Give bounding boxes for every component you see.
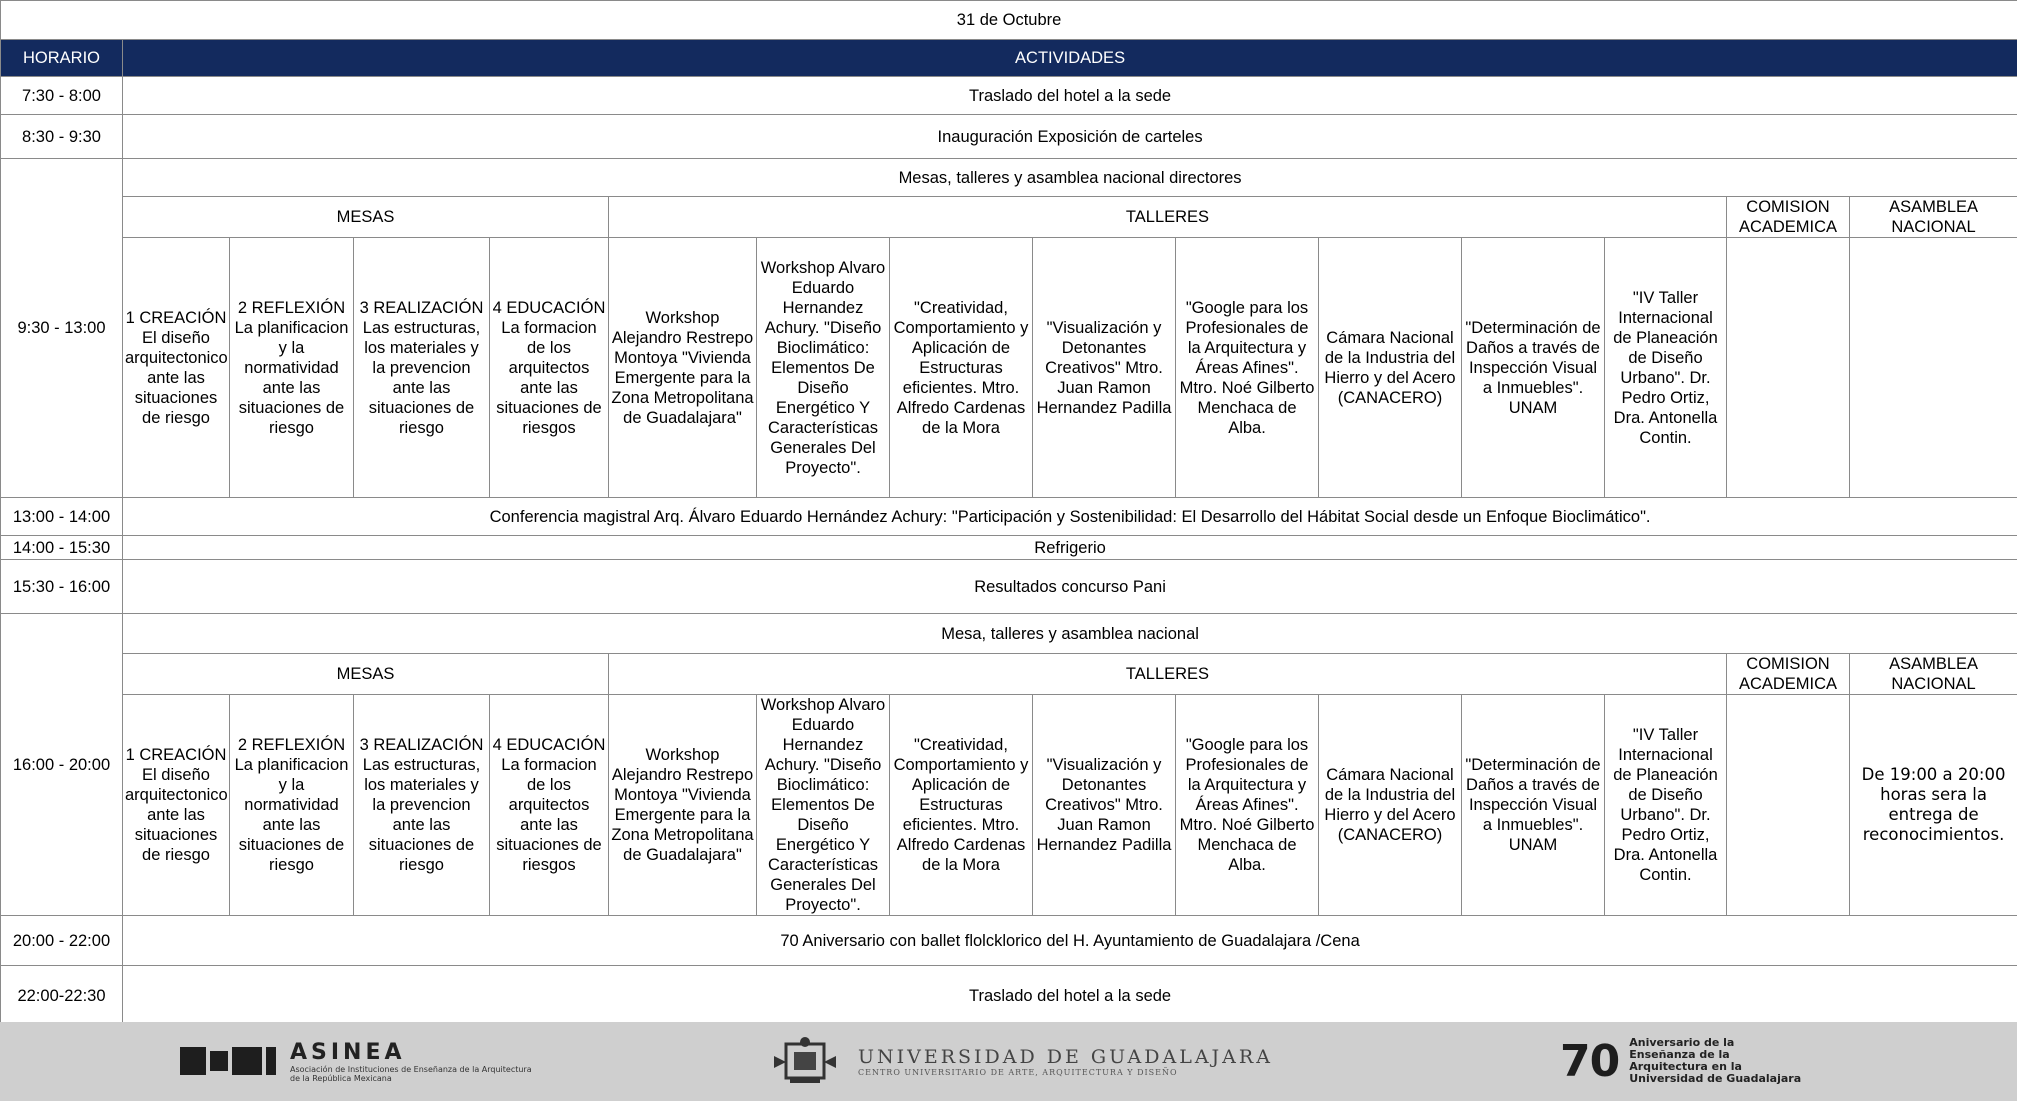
comision-cell <box>1727 238 1850 498</box>
udg-title: UNIVERSIDAD DE GUADALAJARA <box>858 1045 1273 1068</box>
time-cell: 22:00-22:30 <box>1 966 123 1026</box>
activity-cell: Inauguración Exposición de carteles <box>123 115 2017 159</box>
activity-cell: Mesa, talleres y asamblea nacional <box>123 614 2017 654</box>
time-cell: 16:00 - 20:00 <box>1 614 123 916</box>
activity-cell: Mesas, talleres y asamblea nacional directores <box>123 159 2017 197</box>
comision-cell <box>1727 695 1850 916</box>
mesa-cell: 1 CREACIÓN El diseño arquitectonico ante las situaciones de riesgo <box>123 695 230 916</box>
taller-cell: "Visualización y Detonantes Creativos" Mtro. Juan Ramon Hernandez Padilla <box>1033 695 1176 916</box>
mesa-cell: 2 REFLEXIÓN La planificacion y la normatividad ante las situaciones de riesgo <box>230 238 354 498</box>
asinea-title: ASINEA <box>290 1039 406 1065</box>
taller-cell: "Determinación de Daños a través de Inspección Visual a Inmuebles". UNAM <box>1462 238 1605 498</box>
group-talleres: TALLERES <box>609 197 1727 238</box>
date-title: 31 de Octubre <box>1 1 2017 40</box>
asamblea-note: De 19:00 a 20:00 horas sera la entrega de reconocimientos. <box>1850 695 2017 916</box>
taller-cell: Workshop Alvaro Eduardo Hernandez Achury. "Diseño Bioclimático: Elementos De Diseño Energético Y Características Generales Del Proyecto". <box>757 695 890 916</box>
group-asamblea: ASAMBLEA NACIONAL <box>1850 654 2017 695</box>
time-cell: 20:00 - 22:00 <box>1 916 123 966</box>
footer-logos-bar <box>0 1022 2017 1101</box>
taller-cell: "IV Taller Internacional de Planeación de Diseño Urbano". Dr. Pedro Ortiz, Dra. Antonella Contin. <box>1605 695 1727 916</box>
activity-cell: Resultados concurso Pani <box>123 560 2017 614</box>
activity-cell: Refrigerio <box>123 536 2017 560</box>
group-talleres: TALLERES <box>609 654 1727 695</box>
asinea-subtitle: Asociación de Instituciones de Enseñanza de la Arquitectura de la República Mexicana <box>290 1064 532 1083</box>
aniversario-logo <box>1560 1036 1804 1086</box>
taller-cell: "Google para los Profesionales de la Arquitectura y Áreas Afines". Mtro. Noé Gilberto Menchaca de Alba. <box>1176 695 1319 916</box>
group-mesas: MESAS <box>123 197 609 238</box>
mesa-cell: 3 REALIZACIÓN Las estructuras, los materiales y la prevencion ante las situaciones de riesgo <box>354 238 490 498</box>
taller-cell: Workshop Alejandro Restrepo Montoya "Vivienda Emergente para la Zona Metropolitana de Guadalajara" <box>609 695 757 916</box>
activity-cell: Traslado del hotel a la sede <box>123 966 2017 1026</box>
taller-cell: "Determinación de Daños a través de Inspección Visual a Inmuebles". UNAM <box>1462 695 1605 916</box>
taller-cell: "Creatividad, Comportamiento y Aplicación de Estructuras eficientes. Mtro. Alfredo Cardenas de la Mora <box>890 238 1033 498</box>
group-comision: COMISION ACADEMICA <box>1727 197 1850 238</box>
mesa-cell: 4 EDUCACIÓN La formacion de los arquitectos ante las situaciones de riesgos <box>490 695 609 916</box>
asinea-mark-icon <box>180 1044 276 1078</box>
group-comision: COMISION ACADEMICA <box>1727 654 1850 695</box>
header-horario: HORARIO <box>1 40 123 77</box>
aniversario-subtitle: Aniversario de la Enseñanza de la Arquitectura en la Universidad de Guadalajara <box>1629 1036 1802 1085</box>
taller-cell: Workshop Alejandro Restrepo Montoya "Vivienda Emergente para la Zona Metropolitana de Guadalajara" <box>609 238 757 498</box>
time-cell: 7:30 - 8:00 <box>1 77 123 115</box>
taller-cell: "IV Taller Internacional de Planeación de Diseño Urbano". Dr. Pedro Ortiz, Dra. Antonella Contin. <box>1605 238 1727 498</box>
activity-cell: Traslado del hotel a la sede <box>123 77 2017 115</box>
time-cell: 13:00 - 14:00 <box>1 498 123 536</box>
taller-cell: "Creatividad, Comportamiento y Aplicación de Estructuras eficientes. Mtro. Alfredo Cardenas de la Mora <box>890 695 1033 916</box>
header-actividades: ACTIVIDADES <box>123 40 2017 77</box>
udg-logo <box>770 1036 1273 1086</box>
activity-cell: 70 Aniversario con ballet flolcklorico del H. Ayuntamiento de Guadalajara /Cena <box>123 916 2017 966</box>
taller-cell: Workshop Alvaro Eduardo Hernandez Achury. "Diseño Bioclimático: Elementos De Diseño Energético Y Características Generales Del Proyecto". <box>757 238 890 498</box>
mesa-cell: 1 CREACIÓN El diseño arquitectonico ante las situaciones de riesgo <box>123 238 230 498</box>
taller-cell: Cámara Nacional de la Industria del Hierro y del Acero (CANACERO) <box>1319 695 1462 916</box>
mesa-cell: 4 EDUCACIÓN La formacion de los arquitectos ante las situaciones de riesgos <box>490 238 609 498</box>
activity-cell: Conferencia magistral Arq. Álvaro Eduardo Hernández Achury: "Participación y Sostenibilidad: El Desarrollo del Hábitat Social desde un Enfoque Bioclimático". <box>123 498 2017 536</box>
mesa-cell: 3 REALIZACIÓN Las estructuras, los materiales y la prevencion ante las situaciones de riesgo <box>354 695 490 916</box>
time-cell: 8:30 - 9:30 <box>1 115 123 159</box>
mesa-cell: 2 REFLEXIÓN La planificacion y la normatividad ante las situaciones de riesgo <box>230 695 354 916</box>
time-cell: 9:30 - 13:00 <box>1 159 123 498</box>
group-asamblea: ASAMBLEA NACIONAL <box>1850 197 2017 238</box>
taller-cell: "Visualización y Detonantes Creativos" Mtro. Juan Ramon Hernandez Padilla <box>1033 238 1176 498</box>
time-cell: 14:00 - 15:30 <box>1 536 123 560</box>
time-cell: 15:30 - 16:00 <box>1 560 123 614</box>
group-mesas: MESAS <box>123 654 609 695</box>
seventy-mark: 70 <box>1560 1035 1620 1087</box>
taller-cell: Cámara Nacional de la Industria del Hierro y del Acero (CANACERO) <box>1319 238 1462 498</box>
udg-crest-icon <box>770 1036 840 1086</box>
asinea-logo <box>180 1036 540 1086</box>
taller-cell: "Google para los Profesionales de la Arquitectura y Áreas Afines". Mtro. Noé Gilberto Menchaca de Alba. <box>1176 238 1319 498</box>
udg-subtitle: CENTRO UNIVERSITARIO DE ARTE, ARQUITECTURA Y DISEÑO <box>858 1067 1178 1077</box>
asamblea-cell <box>1850 238 2017 498</box>
